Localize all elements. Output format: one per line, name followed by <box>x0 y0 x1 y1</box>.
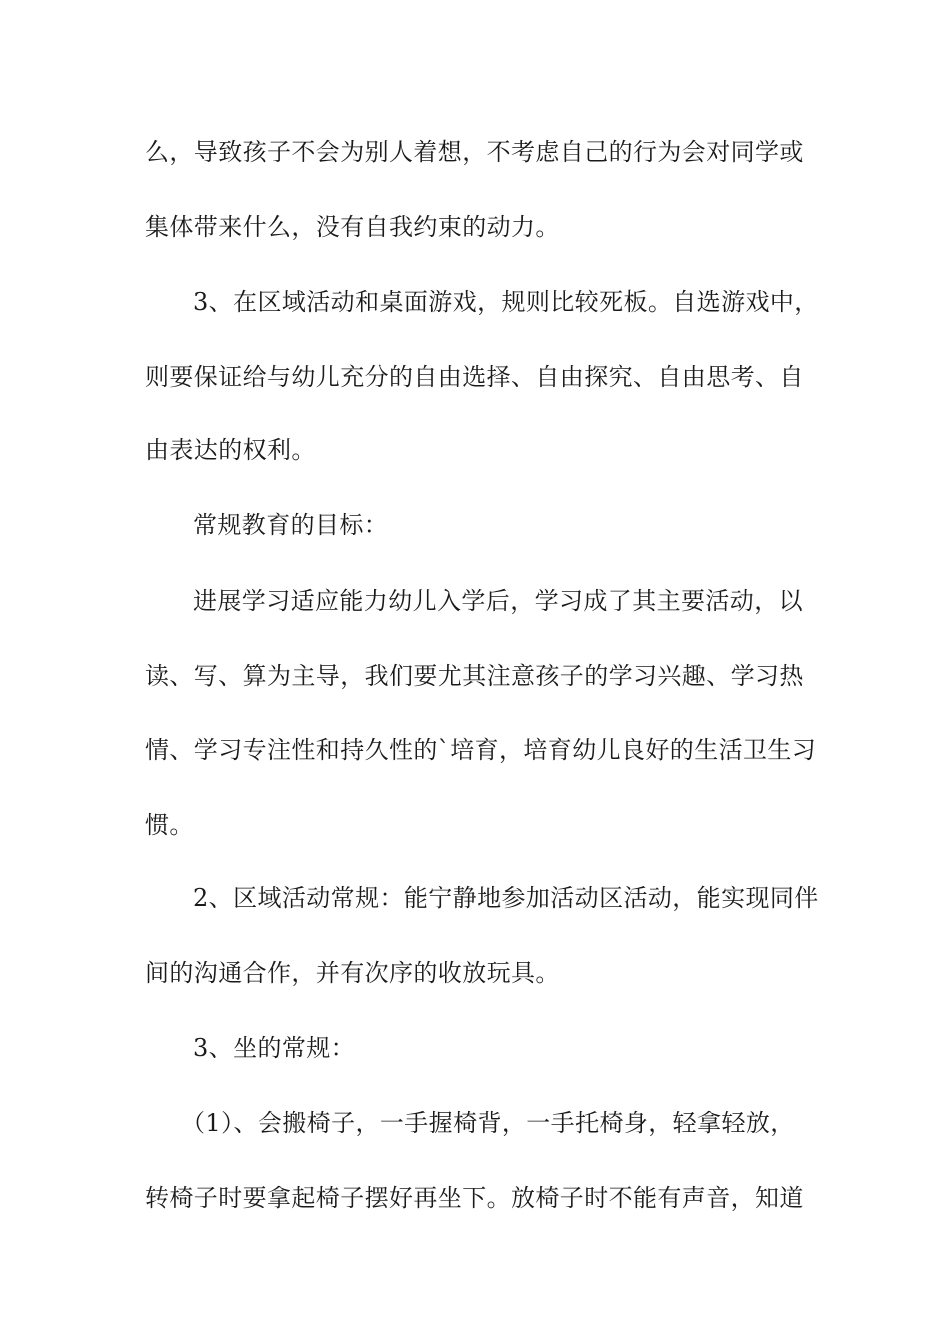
paragraph-3-start: 3、在区域活动和桌面游戏，规则比较死板。自选游戏中， <box>193 288 819 316</box>
text-line-15: 转椅子时要拿起椅子摆好再坐下。放椅子时不能有声音，知道 <box>145 1184 804 1212</box>
text-line-8: 读、写、算为主导，我们要尤其注意孩子的学习兴趣、学习热 <box>145 662 804 690</box>
text-line-12: 间的沟通合作，并有次序的收放玩具。 <box>145 959 560 987</box>
section-heading-goals: 常规教育的目标： <box>193 511 389 539</box>
text-line-10: 惯。 <box>145 811 194 839</box>
section-heading-sitting: 3、坐的常规： <box>193 1034 356 1062</box>
text-line-4: 则要保证给与幼儿充分的自由选择、自由探究、自由思考、自 <box>145 363 804 391</box>
paragraph-area-activity-start: 2、区域活动常规：能宁静地参加活动区活动，能实现同伴 <box>193 884 819 912</box>
paragraph-chair-start: （1）、会搬椅子，一手握椅背，一手托椅身，轻拿轻放， <box>181 1109 795 1137</box>
text-line-9: 情、学习专注性和持久性的`培育，培育幼儿良好的生活卫生习 <box>145 736 817 764</box>
paragraph-goals-start: 进展学习适应能力幼儿入学后，学习成了其主要活动，以 <box>193 587 803 615</box>
text-line-5: 由表达的权利。 <box>145 436 316 464</box>
text-line-2: 集体带来什么，没有自我约束的动力。 <box>145 213 560 241</box>
text-line-1: 么，导致孩子不会为别人着想，不考虑自己的行为会对同学或 <box>145 138 804 166</box>
